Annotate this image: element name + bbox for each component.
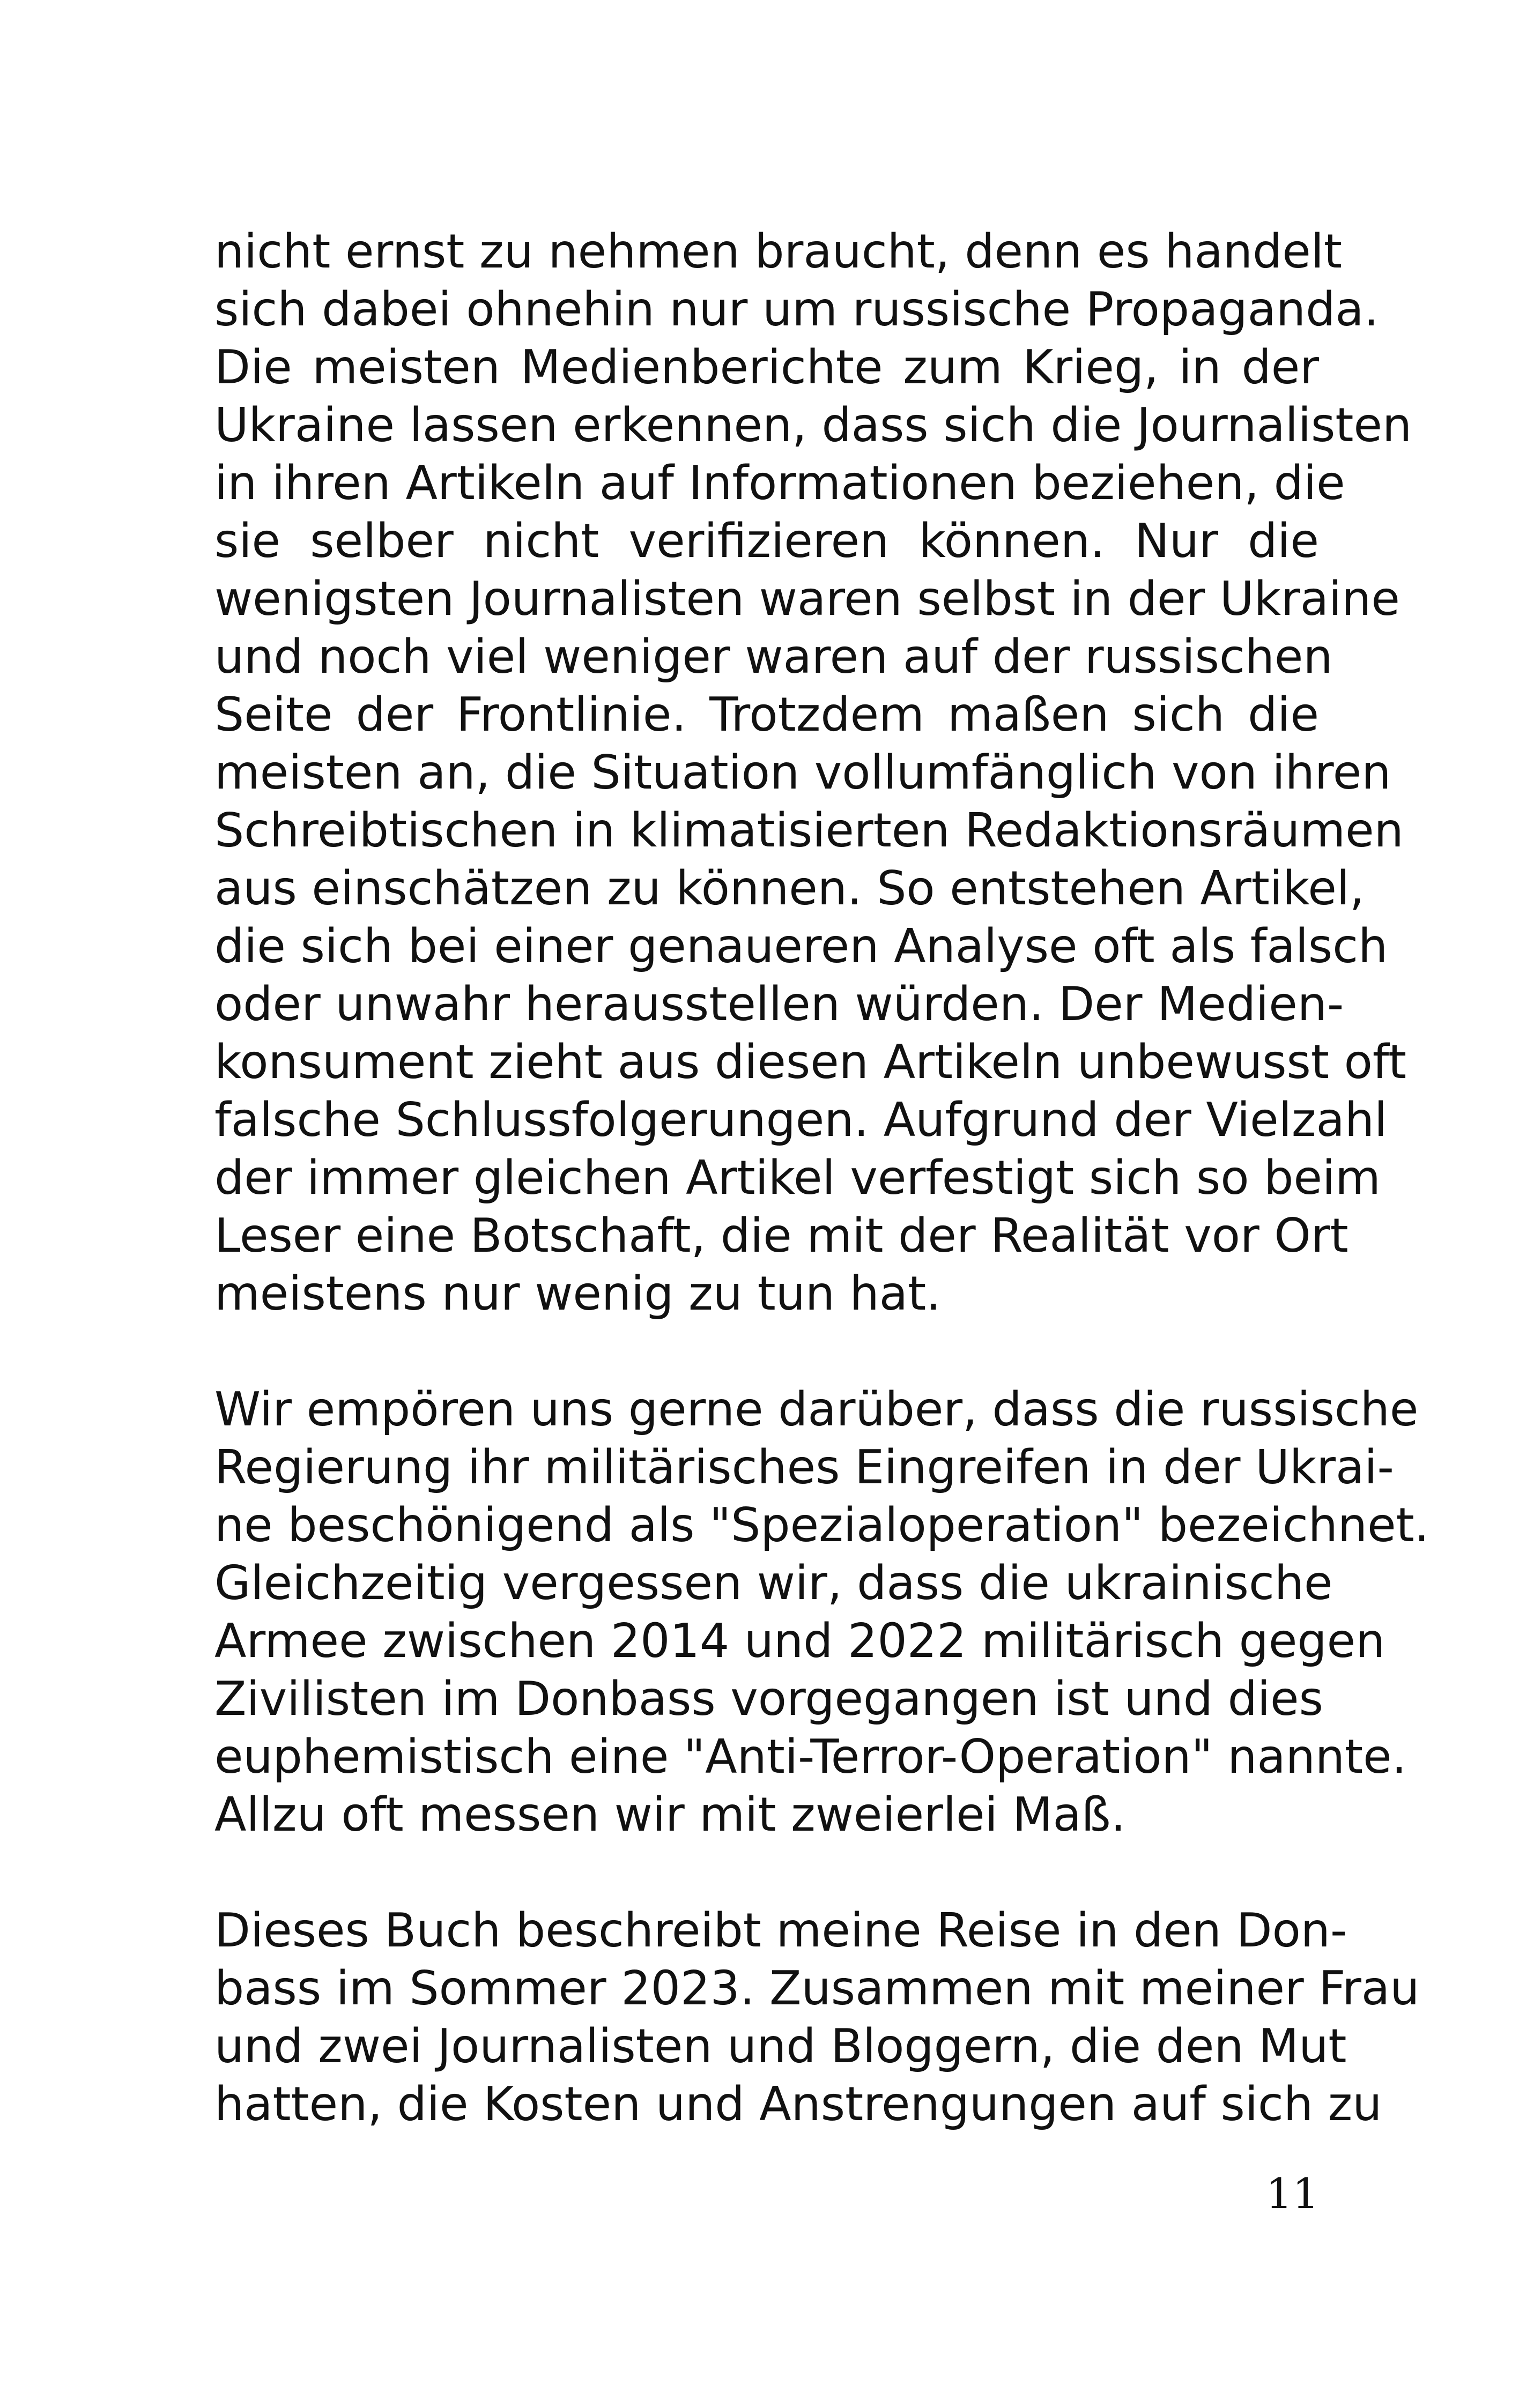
text-line: Armee zwischen 2014 und 2022 militärisch gegen xyxy=(214,1614,1385,1668)
text-line: falsche Schlussfolgerungen. Aufgrund der Vielzahl xyxy=(214,1092,1388,1147)
text-line: Zivilisten im Donbass vorgegangen ist und dies xyxy=(214,1671,1323,1726)
text-line: Regierung ihr militärisches Eingreifen in der Ukrai- xyxy=(214,1440,1394,1495)
text-line: aus einschätzen zu können. So entstehen Artikel, xyxy=(214,861,1365,916)
text-line: Leser eine Botschaft, die mit der Realität vor Ort xyxy=(214,1208,1348,1263)
text-line: Seite der Frontlinie. Trotzdem maßen sich die xyxy=(214,687,1319,742)
text-line: Dieses Buch beschreibt meine Reise in den Don- xyxy=(214,1903,1347,1958)
text-line: Schreibtischen in klimatisierten Redaktionsräumen xyxy=(214,803,1404,858)
text-line: und noch viel weniger waren auf der russischen xyxy=(214,629,1333,684)
page-number: 11 xyxy=(1265,2170,1319,2218)
text-line: hatten, die Kosten und Anstrengungen auf sich zu xyxy=(214,2077,1382,2131)
text-line: Gleichzeitig vergessen wir, dass die ukrainische xyxy=(214,1556,1333,1610)
text-line: Allzu oft messen wir mit zweierlei Maß. xyxy=(214,1787,1126,1842)
text-line: sich dabei ohnehin nur um russische Propaganda. xyxy=(214,282,1379,337)
text-line: konsument zieht aus diesen Artikeln unbewusst oft xyxy=(214,1035,1407,1089)
text-line: die sich bei einer genaueren Analyse oft als falsch xyxy=(214,919,1388,973)
text-line: nicht ernst zu nehmen braucht, denn es handelt xyxy=(214,224,1343,279)
text-line: Wir empören uns gerne darüber, dass die russische xyxy=(214,1382,1419,1437)
text-line: und zwei Journalisten und Bloggern, die den Mut xyxy=(214,2019,1347,2073)
text-line: sie selber nicht verifizieren können. Nur die xyxy=(214,514,1319,568)
text-line: Die meisten Medienberichte zum Krieg, in der xyxy=(214,340,1319,395)
text-line: euphemistisch eine "Anti-Terror-Operation" nannte. xyxy=(214,1729,1407,1784)
body-text xyxy=(214,222,1429,2133)
text-line: wenigsten Journalisten waren selbst in der Ukraine xyxy=(214,571,1400,626)
paragraph-gap xyxy=(214,1322,1319,1380)
text-line: Ukraine lassen erkennen, dass sich die Journalisten xyxy=(214,398,1412,452)
text-line: bass im Sommer 2023. Zusammen mit meiner Frau xyxy=(214,1961,1420,2016)
text-line: der immer gleichen Artikel verfestigt sich so beim xyxy=(214,1150,1381,1205)
text-line: oder unwahr herausstellen würden. Der Medien- xyxy=(214,977,1344,1031)
paragraph-gap xyxy=(214,1844,1319,1901)
text-line: meisten an, die Situation vollumfänglich von ihren xyxy=(214,745,1391,800)
text-line: ne beschönigend als "Spezialoperation" bezeichnet. xyxy=(214,1498,1429,1552)
text-line: meistens nur wenig zu tun hat. xyxy=(214,1266,941,1321)
text-line: in ihren Artikeln auf Informationen beziehen, die xyxy=(214,456,1345,510)
